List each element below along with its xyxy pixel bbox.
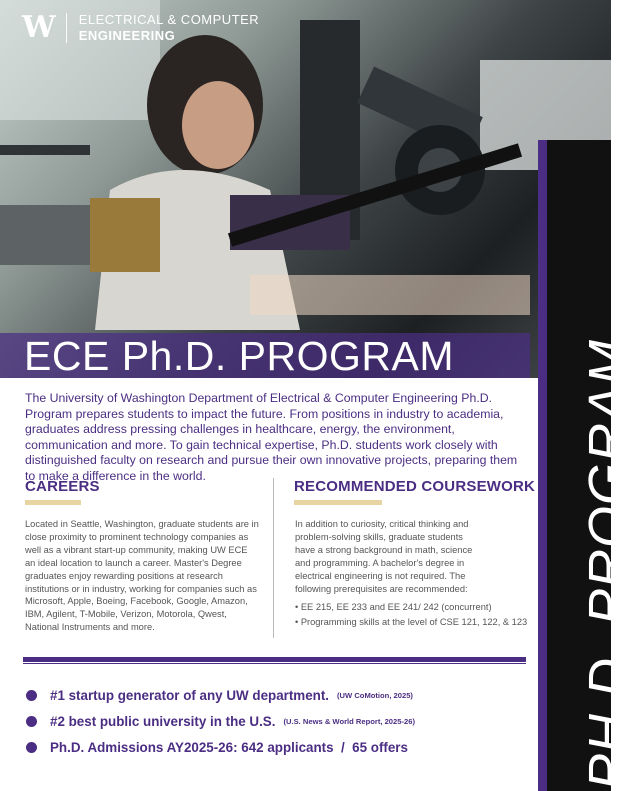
coursework-body: In addition to curiosity, critical thinking and problem-solving skills, graduate students have a strong background in math, science and programming. A bachelor's degree in electrical engineering is not required. The following prerequisites are recommended: [295, 519, 473, 594]
careers-heading-underline [25, 500, 81, 505]
coursework-heading-underline [294, 500, 382, 505]
lab-photo-illustration [0, 0, 611, 378]
careers-body: Located in Seattle, Washington, graduate students are in close proximity to prominent technology companies as well as a vibrant start-up community, making UW ECE an ideal location to launch a career. Master's Degree graduates enjoy rewarding positions at research institutions or in industry, working for companies such as Microsoft, Apple, Boeing, Facebook, Google, Amazon, IBM, Agilent, T-Mobile, Verizon, Motorola, Qwest, National Instruments and more. [25, 519, 259, 633]
logo-divider [66, 13, 67, 43]
stat-item [26, 740, 408, 755]
careers-heading: CAREERS [25, 478, 100, 495]
department-name [79, 12, 260, 44]
prerequisite-item: • Programming skills at the level of CSE 121, 122, & 123 [295, 617, 528, 628]
hero-photo [0, 0, 611, 378]
stat-source: (UW CoMotion, 2025) [337, 691, 413, 700]
department-name-line2: ENGINEERING [78, 28, 176, 43]
stat-text: Ph.D. Admissions AY2025-26: 642 applicants / 65 offers [50, 740, 408, 755]
stat-source: (U.S. News & World Report, 2025-26) [283, 717, 415, 726]
bullet-dot-icon [26, 690, 37, 701]
section-rule-thick [23, 657, 526, 662]
bullet-dot-icon [26, 716, 37, 727]
stat-item [26, 688, 413, 703]
page-title: ECE Ph.D. PROGRAM [24, 333, 454, 379]
stat-text: #1 startup generator of any UW department. [50, 688, 330, 703]
uw-w-logo: W [22, 10, 54, 45]
prerequisite-list [295, 601, 535, 629]
department-logo[interactable] [22, 12, 259, 44]
intro-paragraph: The University of Washington Department of Electrical & Computer Engineering Ph.D. Program prepares students to impact the future. From positions in industry to academia, graduates address pressing challenges in healthcare, energy, the environment, communication and more. To gain technical expertise, Ph.D. students work closely with distinguished faculty on research and pursue their own innovative projects, preparing them to make a difference in the world. [25, 391, 518, 483]
department-name-line1: ELECTRICAL & COMPUTER [78, 12, 260, 27]
vertical-program-title: PH.D. PROGRAM [578, 338, 638, 790]
bullet-dot-icon [26, 742, 37, 753]
side-bar-accent-stripe [538, 140, 547, 791]
section-rule-thin [23, 663, 526, 664]
coursework-heading: RECOMMENDED COURSEWORK [294, 478, 536, 495]
prerequisite-item: • EE 215, EE 233 and EE 241/ 242 (concurrent) [295, 602, 492, 613]
stat-item [26, 714, 415, 729]
coursework-section [295, 518, 528, 629]
stat-text: #2 best public university in the U.S. [50, 714, 276, 729]
column-divider [273, 478, 274, 638]
